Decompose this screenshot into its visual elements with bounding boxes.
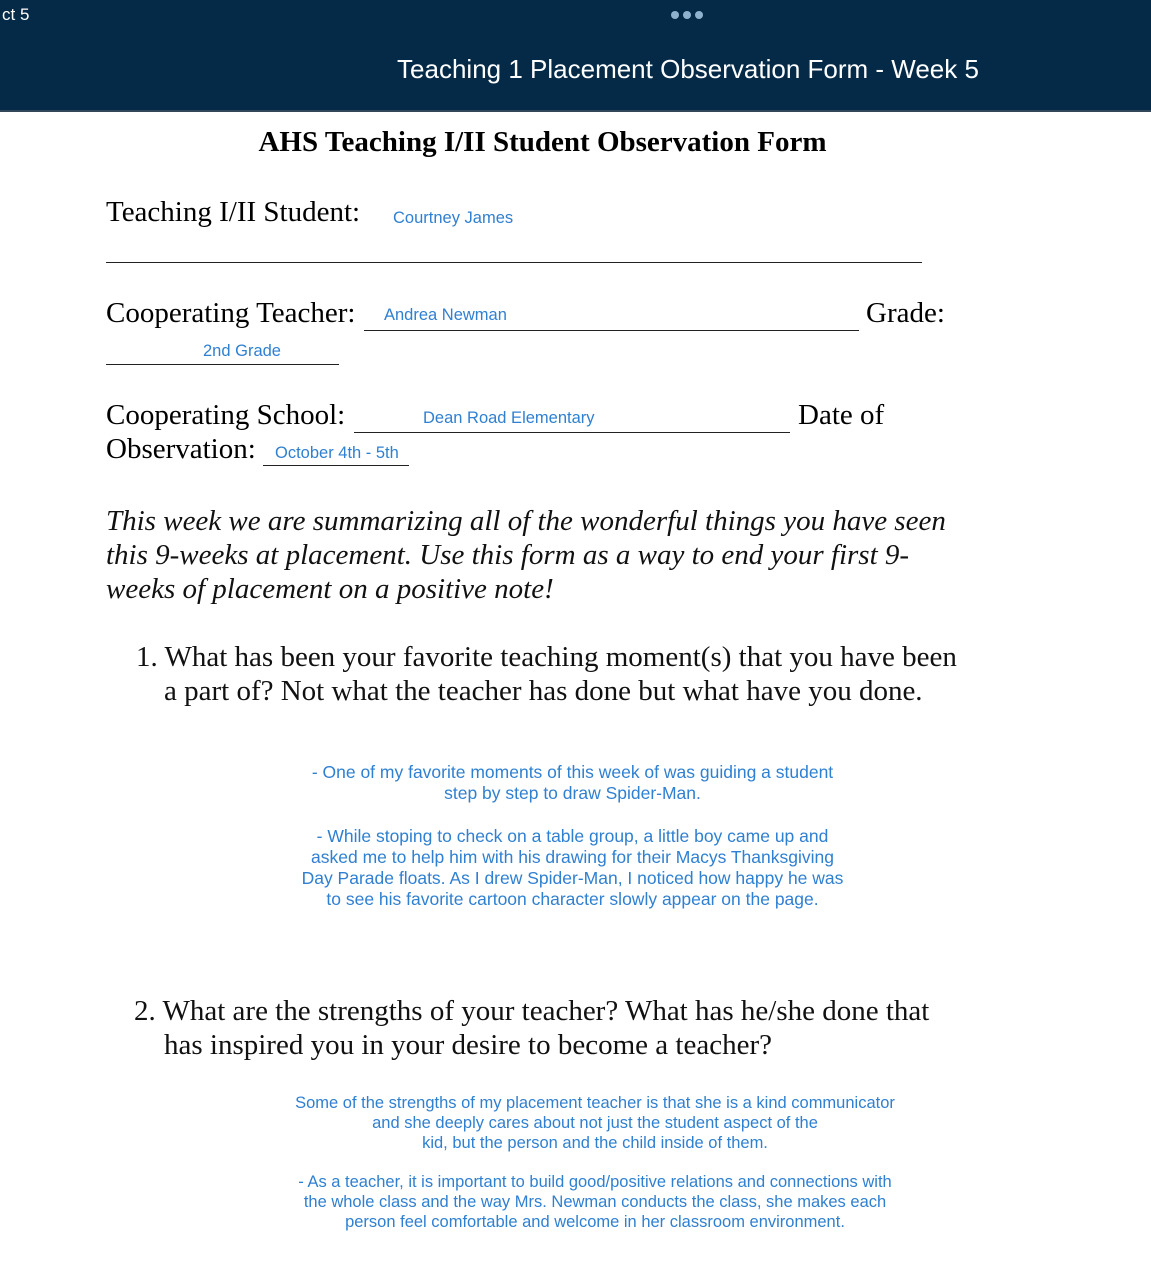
question-line: What has been your favorite teaching moment(s) that you have been [164,641,957,673]
intro-text [106,504,986,606]
answer-line: kid, but the person and the child inside of them. [422,1134,768,1152]
question-number: 1. [136,641,158,673]
school-label: Cooperating School: [106,399,346,431]
student-label: Teaching I/II Student: [106,196,361,228]
intro-line: This week we are summarizing all of the wonderful things you have seen [106,505,946,537]
answer-2[interactable] [270,1093,920,1232]
answer-line: - As a teacher, it is important to build good/positive relations and connections with [298,1173,892,1191]
question-line: What are the strengths of your teacher? What has he/she done that [162,995,930,1027]
question-line: has inspired you in your desire to become a teacher? [164,1029,772,1061]
school-field[interactable]: Dean Road Elementary [423,409,595,427]
answer-1[interactable] [270,762,875,911]
school-underline [354,432,790,433]
observation-label: Observation: [106,433,256,465]
intro-line: weeks of placement on a positive note! [106,573,554,605]
answer-line: - One of my favorite moments of this week of was guiding a student [311,762,834,782]
answer-line: to see his favorite cartoon character slowly appear on the page. [326,889,819,910]
answer-line: Some of the strengths of my placement teacher is that she is a kind communicator [295,1094,895,1112]
ellipsis-icon[interactable] [671,11,703,19]
grade-label: Grade: [866,297,945,329]
question-line: a part of? Not what the teacher has done but what have you done. [164,675,923,707]
answer-line: Day Parade floats. As I drew Spider-Man, I noticed how happy he was [301,868,844,889]
question-number: 2. [134,995,156,1027]
document-title: Teaching 1 Placement Observation Form - Week 5 [397,54,979,84]
form-title: AHS Teaching I/II Student Observation Form [258,126,827,158]
grade-underline [106,364,339,365]
answer-line: and she deeply cares about not just the student aspect of the [372,1114,818,1132]
teacher-field[interactable]: Andrea Newman [384,306,507,324]
date-field[interactable]: October 4th - 5th [275,444,399,462]
answer-line: the whole class and the way Mrs. Newman conducts the class, she makes each [303,1193,887,1211]
student-underline [106,262,922,263]
answer-line: asked me to help him with his drawing for their Macys Thanksgiving [311,846,834,867]
teacher-underline [364,330,859,331]
intro-line: this 9-weeks at placement. Use this form as a way to end your first 9- [106,539,910,571]
date-underline [263,465,409,466]
student-field[interactable]: Courtney James [393,209,514,227]
answer-line: step by step to draw Spider-Man. [444,783,701,804]
question-2 [134,994,929,1062]
tab-label[interactable]: ct 5 [2,5,30,24]
document-header-bar [0,0,1151,112]
answer-line: person feel comfortable and welcome in her classroom environment. [345,1213,845,1231]
teacher-label: Cooperating Teacher: [106,297,356,329]
question-1 [136,640,957,708]
answer-line: - While stoping to check on a table group, a little boy came up and [316,825,829,846]
date-label: Date of [798,399,885,431]
grade-field[interactable]: 2nd Grade [203,342,281,360]
